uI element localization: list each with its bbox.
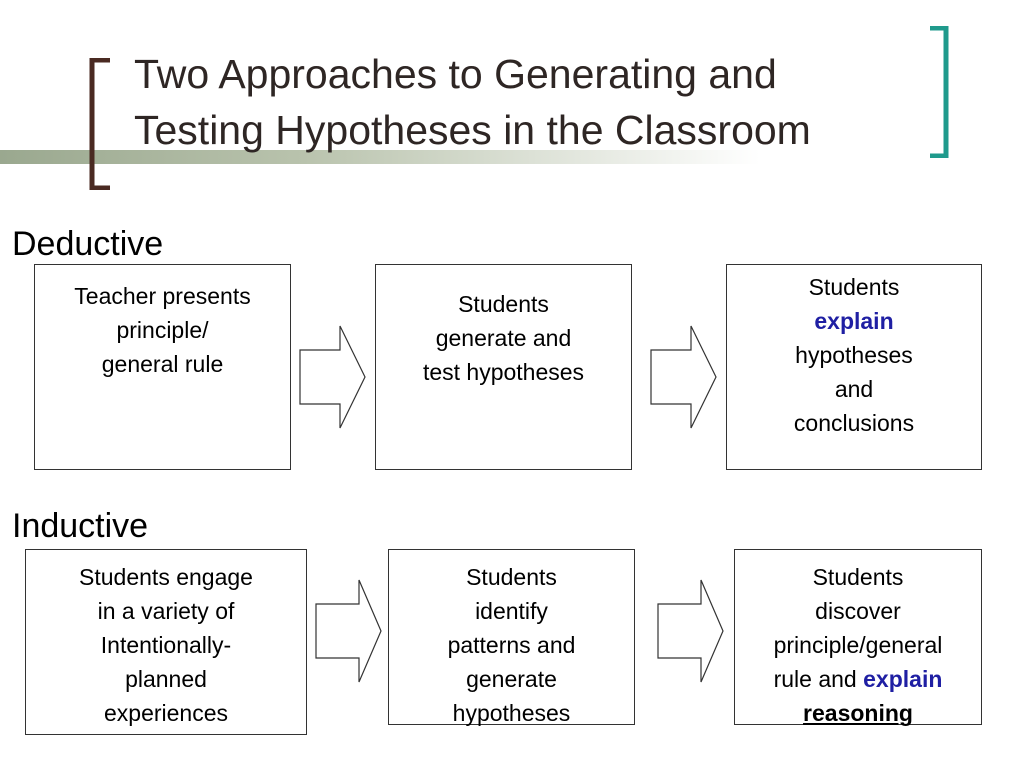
deductive-step-3-keyword: explain <box>814 308 894 334</box>
inductive-step-2-line-5: hypotheses <box>452 700 571 726</box>
inductive-step-1-line-5: experiences <box>103 700 229 726</box>
inductive-step-3-line-5: reasoning <box>803 700 913 726</box>
inductive-step-2-box <box>388 549 635 725</box>
deductive-step-3-line-3: hypotheses <box>795 342 913 368</box>
deductive-label: Deductive <box>12 225 164 263</box>
inductive-step-3-line-3: principle/general <box>773 632 943 658</box>
inductive-step-2-line-1: Students <box>466 564 557 590</box>
inductive-step-3-line-1: Students <box>812 564 904 590</box>
inductive-step-2-line-2: identify <box>475 598 548 624</box>
inductive-step-2-line-4: generate <box>466 666 557 692</box>
title-line-2: Testing Hypotheses in the Classroom <box>134 107 811 153</box>
inductive-arrow-1-icon <box>314 578 384 684</box>
deductive-step-1-line-3: general rule <box>101 351 224 377</box>
inductive-step-2-line-3: patterns and <box>447 632 576 658</box>
title-line-1: Two Approaches to Generating and <box>134 51 777 97</box>
inductive-step-3-keyword: explain <box>863 666 943 692</box>
deductive-step-2-box <box>375 264 632 470</box>
inductive-step-1-line-2: in a variety of <box>97 598 235 624</box>
deductive-step-2-line-3: test hypotheses <box>422 359 585 385</box>
inductive-step-3-line-4-prefix: rule and <box>773 666 864 692</box>
deductive-arrow-1-icon <box>298 324 368 430</box>
deductive-step-3-line-5: conclusions <box>793 410 915 436</box>
page-title <box>134 46 914 158</box>
deductive-step-3-line-4: and <box>834 376 874 402</box>
inductive-step-3-box <box>734 549 982 725</box>
right-bracket-icon <box>926 26 952 158</box>
inductive-step-1-line-3: Intentionally- <box>100 632 232 658</box>
inductive-step-3-line-4 <box>735 662 981 696</box>
deductive-step-1-line-1: Teacher presents <box>74 283 251 309</box>
inductive-step-1-line-1: Students engage <box>79 564 253 590</box>
deductive-step-2-line-1: Students <box>458 291 549 317</box>
deductive-arrow-2-icon <box>649 324 719 430</box>
inductive-step-1-box <box>25 549 307 735</box>
inductive-step-3-line-2: discover <box>815 598 901 624</box>
deductive-step-3-box <box>726 264 982 470</box>
deductive-step-3-line-1: Students <box>808 274 900 300</box>
inductive-label: Inductive <box>12 507 149 545</box>
inductive-step-1-line-4: planned <box>125 666 207 692</box>
deductive-step-2-line-2: generate and <box>435 325 572 351</box>
deductive-step-1-line-2: principle/ <box>116 317 209 343</box>
deductive-step-1-box <box>34 264 291 470</box>
left-bracket-icon <box>88 58 114 190</box>
inductive-arrow-2-icon <box>656 578 726 684</box>
